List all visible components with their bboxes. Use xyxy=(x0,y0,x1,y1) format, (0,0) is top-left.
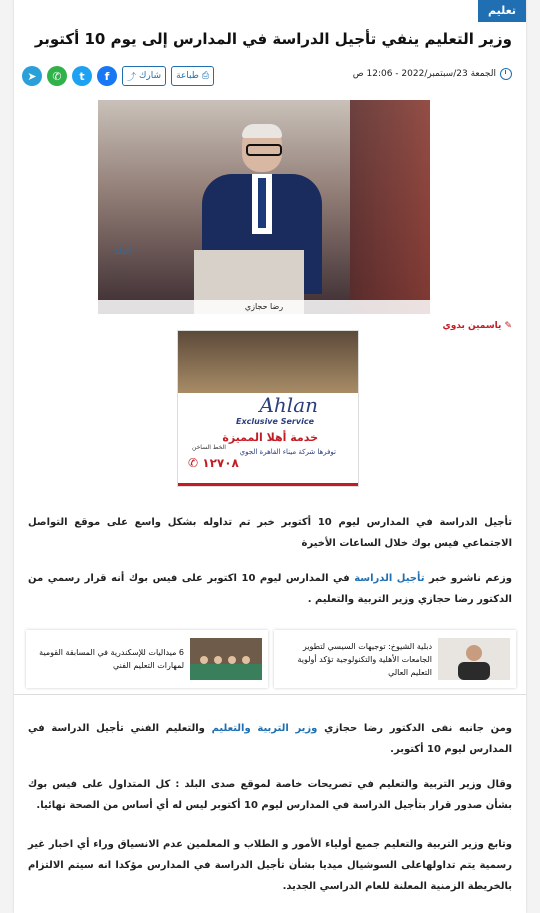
phone-icon: ✆ xyxy=(188,456,199,470)
ad-tagline: توفرها شركة ميناء القاهرة الجوي xyxy=(239,448,336,456)
article-datetime: الجمعة 23/سبتمبر/2022 - 12:06 ص xyxy=(352,69,496,79)
article-meta xyxy=(353,68,512,80)
paragraph-2: وزعم ناشرو خبر تأجيل الدراسة في المدارس ليوم 10 اكتوبر على فيس بوك أنه قرار رسمي من الدكتور رضا حجازي وزير التربية والتعليم . xyxy=(28,573,512,605)
photo-watermark: البلد xyxy=(114,246,132,257)
print-button[interactable]: طباعة ⎙ xyxy=(171,66,214,86)
article-author[interactable]: ✎ ياسمين بدوي xyxy=(442,321,512,331)
related-thumbnail-1 xyxy=(438,638,510,680)
article-card xyxy=(14,0,526,913)
related-article-2[interactable] xyxy=(26,630,268,688)
related-title-2: 6 ميداليات للإسكندرية في المسابقة القومية لمهارات التعليم الفني xyxy=(39,648,184,670)
paragraph-4: وقال وزير التربية والتعليم في تصريحات خاصة لموقع صدى البلد : كل المتداول على فيس بوك بشأن صدور قرار بتأجيل الدراسة في المدارس ليوم 10 أكتوبر ليس له أي أساس من الصحة نهائيا. xyxy=(28,779,512,811)
ad-headline: خدمة أهلا المميزة xyxy=(222,431,318,444)
share-toolbar xyxy=(22,66,214,86)
article-photo xyxy=(98,100,430,314)
divider xyxy=(14,694,526,695)
paragraph-3: ومن جانبه نفى الدكتور رضا حجازي وزير التربية والتعليم والتعليم الفني تأجيل الدراسة في المدارس ليوم 10 أكتوبر. xyxy=(28,723,512,755)
twitter-icon[interactable]: t xyxy=(72,66,92,86)
share-icon: ⤴ xyxy=(127,72,137,83)
ad-logo: Ahlan xyxy=(259,393,318,417)
related-article-1[interactable] xyxy=(274,630,516,688)
facebook-icon[interactable]: f xyxy=(97,66,117,86)
related-title-1: دبلية الشيوخ: توجيهات السيسي لتطوير الجامعات الأهلية والتكنولوجية تؤكد أولوية التعليم العالي xyxy=(297,641,432,677)
pen-icon: ✎ xyxy=(504,321,512,331)
link-minister[interactable]: وزير التربية والتعليم xyxy=(211,723,318,734)
advertisement[interactable] xyxy=(177,330,359,487)
photo-caption: رضا حجازي xyxy=(98,300,430,314)
paragraph-1: تأجيل الدراسة في المدارس ليوم 10 أكتوبر خبر تم تداوله بشكل واسع على موقع التواصل الاجتماعي فيس بوك خلال الساعات الأخيرة xyxy=(28,517,513,549)
ad-hotline-label: الخط الساخن xyxy=(192,444,226,451)
print-icon: ⎙ xyxy=(201,71,210,81)
ad-subtitle: Exclusive Service xyxy=(236,417,314,426)
related-thumbnail-2 xyxy=(190,638,262,680)
share-button[interactable]: ⤴ شارك xyxy=(122,66,166,86)
paragraph-5: وتابع وزير التربية والتعليم جميع أولياء الأمور و الطلاب و المعلمين عدم الانسياق وراء أي اخبار غير رسمية يتم تداولهاعلى السوشيال ميديا بشأن تأجيل الدراسة في المدارس مؤكدا انه سيتم الالتزام بالخريطة الزمنية المعلنة للعام الدراسي الجديد. xyxy=(28,839,512,892)
whatsapp-icon[interactable]: ✆ xyxy=(47,66,67,86)
article-title: وزير التعليم ينفي تأجيل الدراسة في المدارس إلى يوم 10 أكتوبر xyxy=(34,30,512,48)
clock-icon xyxy=(500,68,512,80)
section-tab[interactable]: تعليم xyxy=(478,0,526,22)
link-postpone[interactable]: تأجيل الدراسة xyxy=(354,573,425,584)
ad-hotline: ✆ ١٢٧٠٨ xyxy=(188,456,239,470)
telegram-icon[interactable]: ➤ xyxy=(22,66,42,86)
